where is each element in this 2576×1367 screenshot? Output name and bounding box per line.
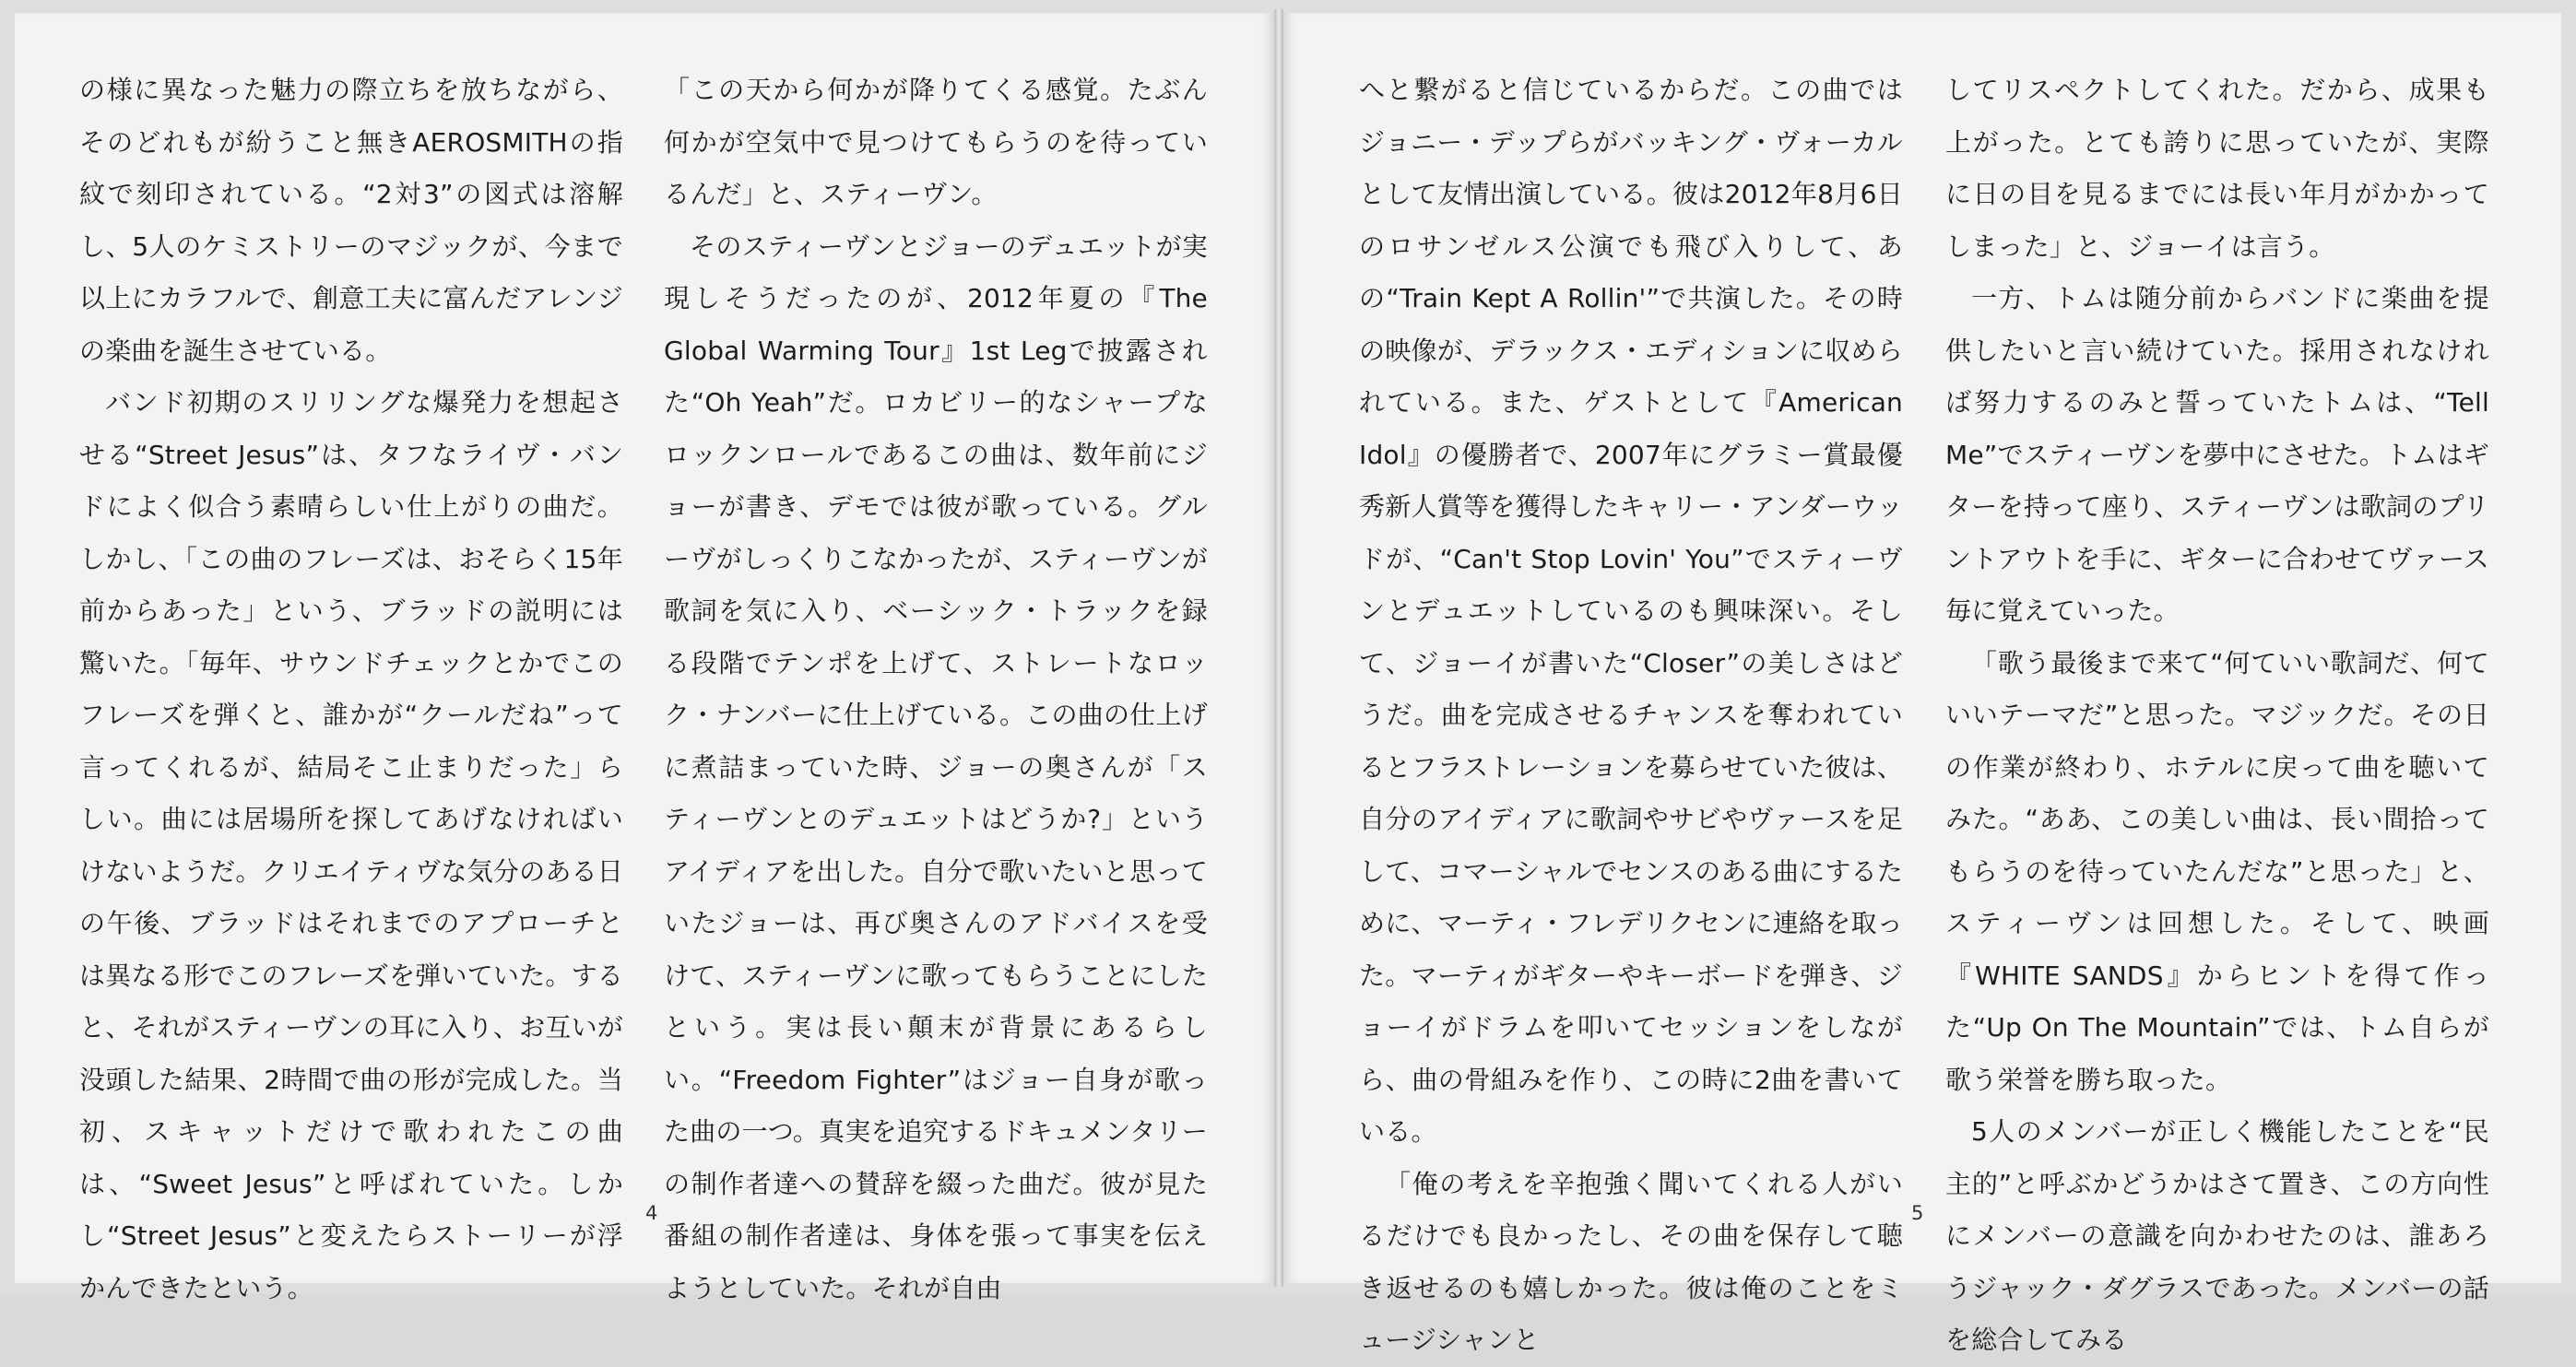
paragraph: 「この天から何かが降りてくる感覚。たぶん何かが空気中で見つけてもらうのを待っているんだ」と、スティーヴン。	[664, 75, 1208, 209]
page-number: 4	[645, 1202, 658, 1224]
paragraph: の様に異なった魅力の際立ちを放ちながら、そのどれもが紛うこと無きAEROSMITHの指紋で刻印されている。“2対3”の図式は溶解し、5人のケミストリーのマジックが、今まで以上にカラフルで、創意工夫に富んだアレンジの楽曲を誕生させている。	[79, 75, 623, 366]
right-page-column-1	[1359, 65, 1903, 1355]
paragraph: 「歌う最後まで来て“何ていい歌詞だ、何ていいテーマだ”と思った。マジックだ。その日の作業が終わり、ホテルに戻って曲を聴いてみた。“ああ、この美しい曲は、長い間拾ってもらうのを待っていたんだな”と思った」と、スティーヴンは回想した。そして、映画『WHITE SANDS』からヒントを得て作った“Up On The Mountain”では、トム自らが歌う栄誉を勝ち取った。	[1945, 647, 2489, 1095]
right-page-column-2	[1945, 65, 2489, 1355]
page-gutter	[1274, 9, 1283, 1287]
paragraph: へと繋がると信じているからだ。この曲ではジョニー・デップらがバッキング・ヴォーカルとして友情出演している。彼は2012年8月6日のロサンゼルス公演でも飛び入りして、あの“Train Kept A Rollin'”で共演した。その時の映像が、デラックス・エディションに収められている。また、ゲストとして『American Idol』の優勝者で、2007年にグラミー賞最優秀新人賞等を獲得したキャリー・アンダーウッドが、“Can't Stop Lovin' You”でスティーヴンとデュエットしているのも興味深い。そして、ジョーイが書いた“Closer”の美しさはどうだ。曲を完成させるチャンスを奪われているとフラストレーションを募らせていた彼は、自分のアイディアに歌詞やサビやヴァースを足して、コマーシャルでセンスのある曲にするために、マーティ・フレデリクセンに連絡を取った。マーティがギターやキーボードを弾き、ジョーイがドラムを叩いてセッションをしながら、曲の骨組みを作り、この時に2曲を書いている。	[1359, 75, 1903, 1147]
left-page-column-2	[664, 65, 1208, 1303]
paragraph: 一方、トムは随分前からバンドに楽曲を提供したいと言い続けていた。採用されなければ努力するのみと誓っていたトムは、“Tell Me”でスティーヴンを夢中にさせた。トムはギターを持って座り、スティーヴンは歌詞のプリントアウトを手に、ギターに合わせてヴァース毎に覚えていった。	[1945, 283, 2489, 626]
paragraph: してリスペクトしてくれた。だから、成果も上がった。とても誇りに思っていたが、実際に日の目を見るまでには長い年月がかかってしまった」と、ジョーイは言う。	[1945, 75, 2489, 262]
left-page-column-1	[79, 65, 623, 1303]
paragraph: 5人のメンバーが正しく機能したことを“民主的”と呼ぶかどうかはさて置き、この方向性にメンバーの意識を向かわせたのは、誰あろうジャック・ダグラスであった。メンバーの話を総合してみる	[1945, 1116, 2489, 1355]
paragraph: 「俺の考えを辛抱強く聞いてくれる人がいるだけでも良かったし、その曲を保存して聴き返せるのも嬉しかった。彼は俺のことをミュージシャンと	[1359, 1168, 1903, 1355]
paragraph: そのスティーヴンとジョーのデュエットが実現しそうだったのが、2012年夏の『The Global Warming Tour』1st Legで披露された“Oh Yeah”だ。ロカビリー的なシャープなロックンロールであるこの曲は、数年前にジョーが書き、デモでは彼が歌っている。グルーヴがしっくりこなかったが、スティーヴンが歌詞を気に入り、ベーシック・トラックを録る段階でテンポを上げて、ストレートなロック・ナンバーに仕上げている。この曲の仕上げに煮詰まっていた時、ジョーの奥さんが「スティーヴンとのデュエットはどうか?」というアイディアを出した。自分で歌いたいと思っていたジョーは、再び奥さんのアドバイスを受けて、スティーヴンに歌ってもらうことにしたという。実は長い顛末が背景にあるらしい。“Freedom Fighter”はジョー自身が歌った曲の一つ。真実を追究するドキュメンタリーの制作者達への賛辞を綴った曲だ。彼が見た番組の制作者達は、身体を張って事実を伝えようとしていた。それが自由	[664, 230, 1208, 1303]
page-number: 5	[1911, 1202, 1924, 1224]
paragraph: バンド初期のスリリングな爆発力を想起させる“Street Jesus”は、タフなライヴ・バンドによく似合う素晴らしい仕上がりの曲だ。しかし、「この曲のフレーズは、おそらく15年前からあった」という、ブラッドの説明には驚いた。「毎年、サウンドチェックとかでこのフレーズを弾くと、誰かが“クールだね”って言ってくれるが、結局そこ止まりだった」らしい。曲には居場所を探してあげなければいけないようだ。クリエイティヴな気分のある日の午後、ブラッドはそれまでのアプローチとは異なる形でこのフレーズを弾いていた。すると、それがスティーヴンの耳に入り、お互いが没頭した結果、2時間で曲の形が完成した。当初、スキャットだけで歌われたこの曲は、“Sweet Jesus”と呼ばれていた。しかし“Street Jesus”と変えたらストーリーが浮かんできたという。	[79, 387, 623, 1303]
